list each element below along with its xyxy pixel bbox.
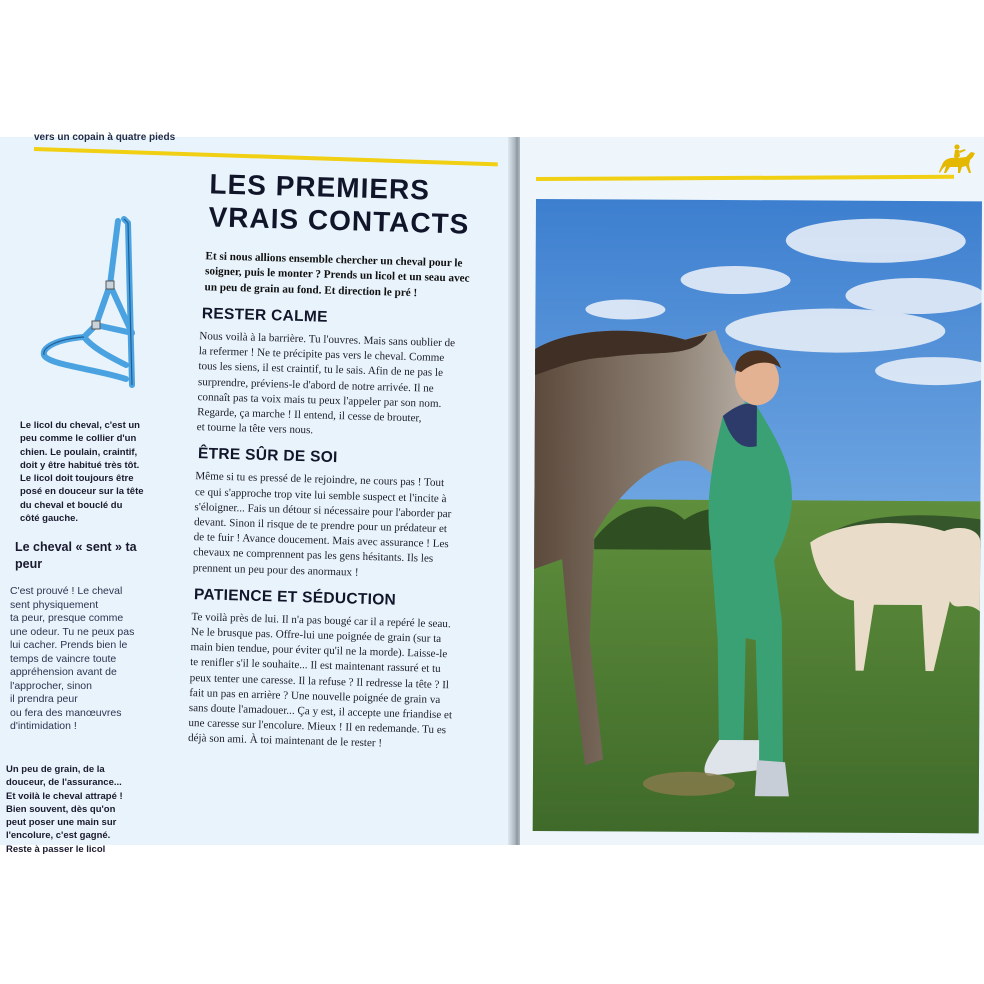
horse-rider-icon xyxy=(938,143,978,177)
intro-paragraph: Et si nous allions ensemble chercher un cheval pour le soigner, puis le monter ? Prends un licol et un seau avec un peu de grain au fond. Et direction le pré ! xyxy=(204,250,470,299)
halter-caption: Le licol du cheval, c'est un peu comme le collier d'un chien. Le poulain, craintif, doit y être habitué très tôt. Le licol doit toujours être posé en douceur sur la tête du cheval et bouclé du côté gauche. xyxy=(20,420,144,525)
section-body: Même si tu es pressé de le rejoindre, ne cours pas ! Tout ce qui s'approche trop vite lui semble suspect et l'incite à s'éloigner... Fais un détour si nécessaire pour l'aborder par devant. Sinon il risque de te prendre pour un prédateur et de te fuir ! Avance doucement. Mais avec assurance ! Les chevaux ne comprennent pas les gens hésitants. Ils les prennent un peu pour des anormaux ! xyxy=(192,470,452,579)
boy-feeding-horse-photo xyxy=(533,199,982,833)
accent-rule xyxy=(536,175,954,181)
section-title: ÊTRE SÛR DE SOI xyxy=(197,445,338,467)
section-body: Te voilà près de lui. Il n'a pas bougé car il a repéré le seau. Ne le brusque pas. Offre-lui une poignée de grain (sur ta main bien tendue, pour éviter qu'il ne la morde). Laisse-le te renifler s'il le souhaite... Il est maintenant rassuré et tu peux tenter une caresse. Il la refuse ? Il redresse la tête ? Il fait un pas en arrière ? Une nouvelle poignée de grain va sans doute l'amadouer... Ça y est, il accepte une friandise et une caresse sur l'encolure. Mieux ! Il en redemande. Tu es déjà son ami. À toi maintenant de le rester ! xyxy=(187,610,453,750)
section-title: PATIENCE ET SÉDUCTION xyxy=(193,585,397,609)
main-article xyxy=(180,167,502,755)
sidebar-body-2: Un peu de grain, de la douceur, de l'assurance... Et voilà le cheval attrapé ! Bien souvent, dès qu'on peut poser une main sur l'encolure, c'est gagné. Reste à passer le licol xyxy=(6,764,123,855)
sidebar-body: C'est prouvé ! Le cheval sent physiquement ta peur, presque comme une odeur. Tu ne peux pas lui cacher. Prends bien le temps de vaincre toute appréhension avant de l'approcher, sinon il prendra peur ou fera des manœuvres d'intimidation ! xyxy=(10,585,135,732)
left-page xyxy=(0,132,516,855)
right-page xyxy=(520,137,984,845)
halter-illustration xyxy=(36,215,146,395)
open-book xyxy=(0,132,984,855)
section-body: Nous voilà à la barrière. Tu l'ouvres. Mais sans oublier de la refermer ! Ne te précipite pas vers le cheval. Comme tous les siens, il est craintif, tu le sais. Afin de ne pas le surprendre, préviens-le d'abord de notre arrivée. Il ne connaît pas ta voix mais tu peux l'appeler par son nom. Regarde, ça marche ! Il entend, il cesse de brouter, et tourne la tête vers nous. xyxy=(196,330,456,437)
page-title: LES PREMIERS VRAIS CONTACTS xyxy=(208,168,470,240)
accent-rule xyxy=(34,147,498,166)
sidebar-title: Le cheval « sent » ta peur xyxy=(15,540,137,571)
section-title: RESTER CALME xyxy=(201,305,328,326)
running-head: vers un copain à quatre pieds xyxy=(34,132,176,143)
